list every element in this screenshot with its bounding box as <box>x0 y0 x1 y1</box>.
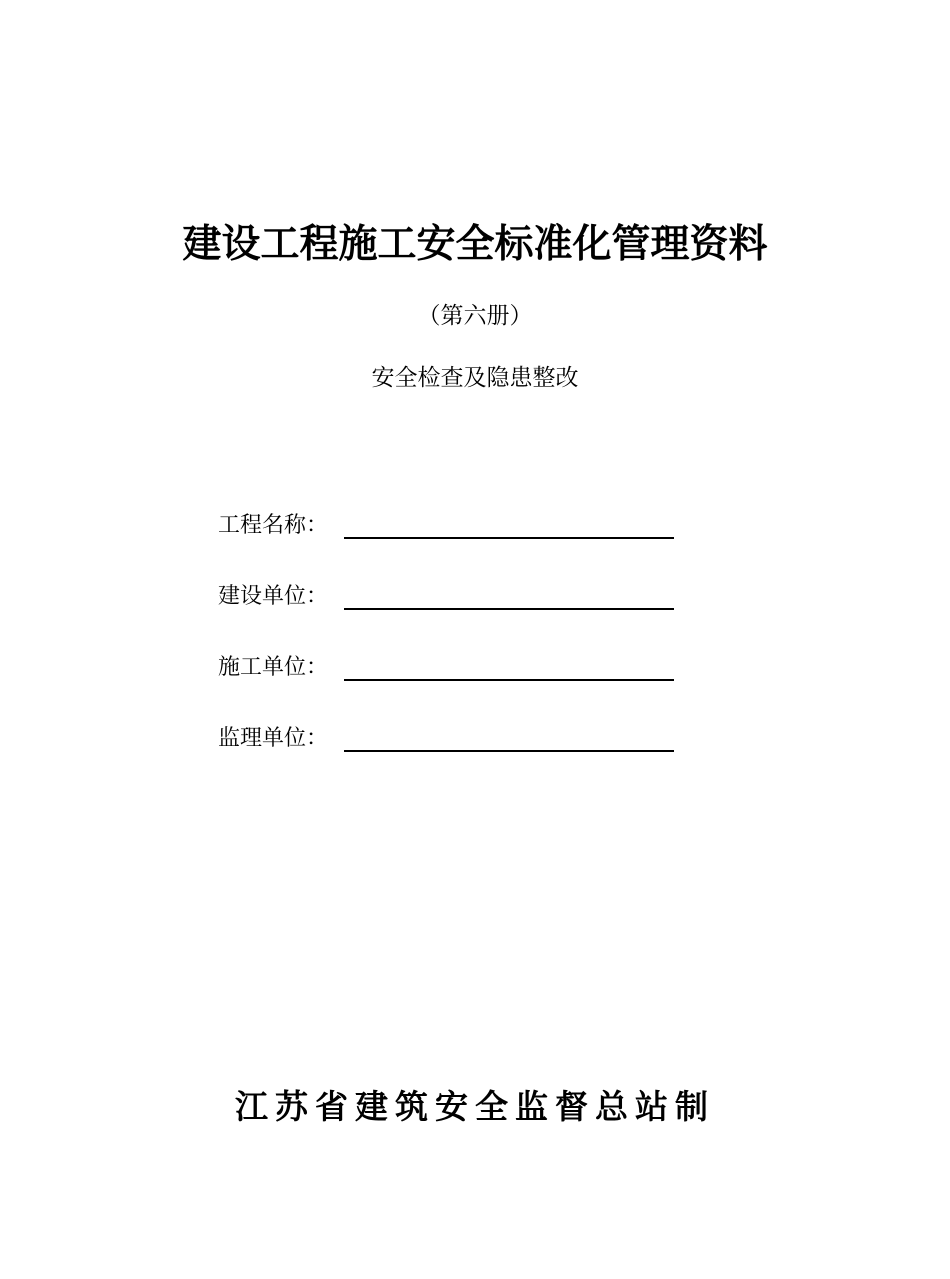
field-input-contractor[interactable] <box>344 677 674 681</box>
field-input-developer[interactable] <box>344 606 674 610</box>
volume-label: （第六册） <box>417 303 533 329</box>
field-label-project-name: 工程名称： <box>218 513 329 538</box>
field-label-supervisor: 监理单位： <box>218 726 329 751</box>
field-input-supervisor[interactable] <box>344 748 674 752</box>
document-title: 建设工程施工安全标准化管理资料 <box>182 221 768 267</box>
field-developer <box>218 581 688 613</box>
field-input-project-name[interactable] <box>344 535 674 539</box>
field-contractor <box>218 652 688 684</box>
field-supervisor <box>218 723 688 755</box>
project-info-fields <box>218 510 688 794</box>
field-label-developer: 建设单位： <box>218 584 329 609</box>
document-subject: 安全检查及隐患整改 <box>371 365 579 391</box>
field-project-name <box>218 510 688 542</box>
issuer-name: 江苏省建筑安全监督总站制 <box>235 1087 715 1126</box>
field-label-contractor: 施工单位： <box>218 655 329 680</box>
